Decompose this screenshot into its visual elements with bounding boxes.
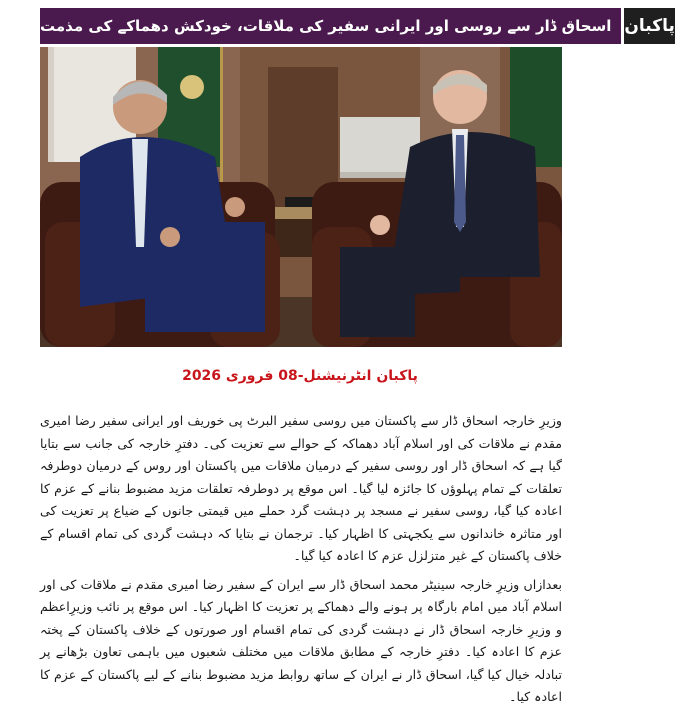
article-photo xyxy=(40,47,562,347)
brand-logo: پاکبان xyxy=(621,8,675,44)
meeting-photo-illustration xyxy=(40,47,562,347)
article-body xyxy=(40,410,562,715)
article-paragraph: وزیرِ خارجہ اسحاق ڈار سے پاکستان میں روسی سفیر البرٹ پی خوریف اور ایرانی سفیر رضا امیری مقدم نے ملاقات کی اور اسلام آباد دھماکہ کے حوالے سے تعزیت کی۔ دفترِ خارجہ کی جانب سے بتایا گیا ہے کہ اسحاق ڈار اور روسی سفیر کے درمیان ملاقات میں پاکستان اور روس کے درمیان دوطرفہ تعلقات کے تمام پہلوؤں کا جائزہ لیا گیا۔ اس موقع پر دوطرفہ تعلقات مزید مضبوط بنانے کے عزم کا اعادہ کیا گیا، روسی سفیر نے مسجد پر دہشت گرد حملے میں قیمتی جانوں کے ضیاع پر تعزیت کی اور متاثرہ خاندانوں سے یکجہتی کا اظہار کیا۔ ترجمان نے بتایا کہ دہشت گردی کی تمام اقسام کے خلاف پاکستان کے غیر متزلزل عزم کا اعادہ کیا گیا۔ xyxy=(40,413,562,563)
article-paragraph: بعدازاں وزیرِ خارجہ سینیٹر محمد اسحاق ڈار سے ایران کے سفیر رضا امیری مقدم نے ملاقات کی اور اسلام آباد میں امام بارگاہ پر ہونے والے دھماکے پر تعزیت کا اظہار کیا۔ اس موقع پر نائب وزیرِاعظم و وزیرِ خارجہ اسحاق ڈار نے دہشت گردی کی تمام اقسام اور صورتوں کے خلاف پاکستان کے پختہ عزم کا اعادہ کیا۔ دفترِ خارجہ کے مطابق ملاقات میں مختلف شعبوں میں باہمی تعاون بڑھانے پر تبادلہ خیال کیا گیا، اسحاق ڈار نے ایران کے ساتھ روابط مزید مضبوط بنانے کے لیے پاکستان کے عزم کا اعادہ کیا۔ xyxy=(40,576,562,704)
article-header xyxy=(40,8,675,44)
article-dateline: پاکبان انٹرنیشنل-08 فروری 2026 xyxy=(182,368,418,384)
article-headline: اسحاق ڈار سے روسی اور ایرانی سفیر کی ملاقات، خودکش دھماکے کی مذمت xyxy=(40,8,621,44)
